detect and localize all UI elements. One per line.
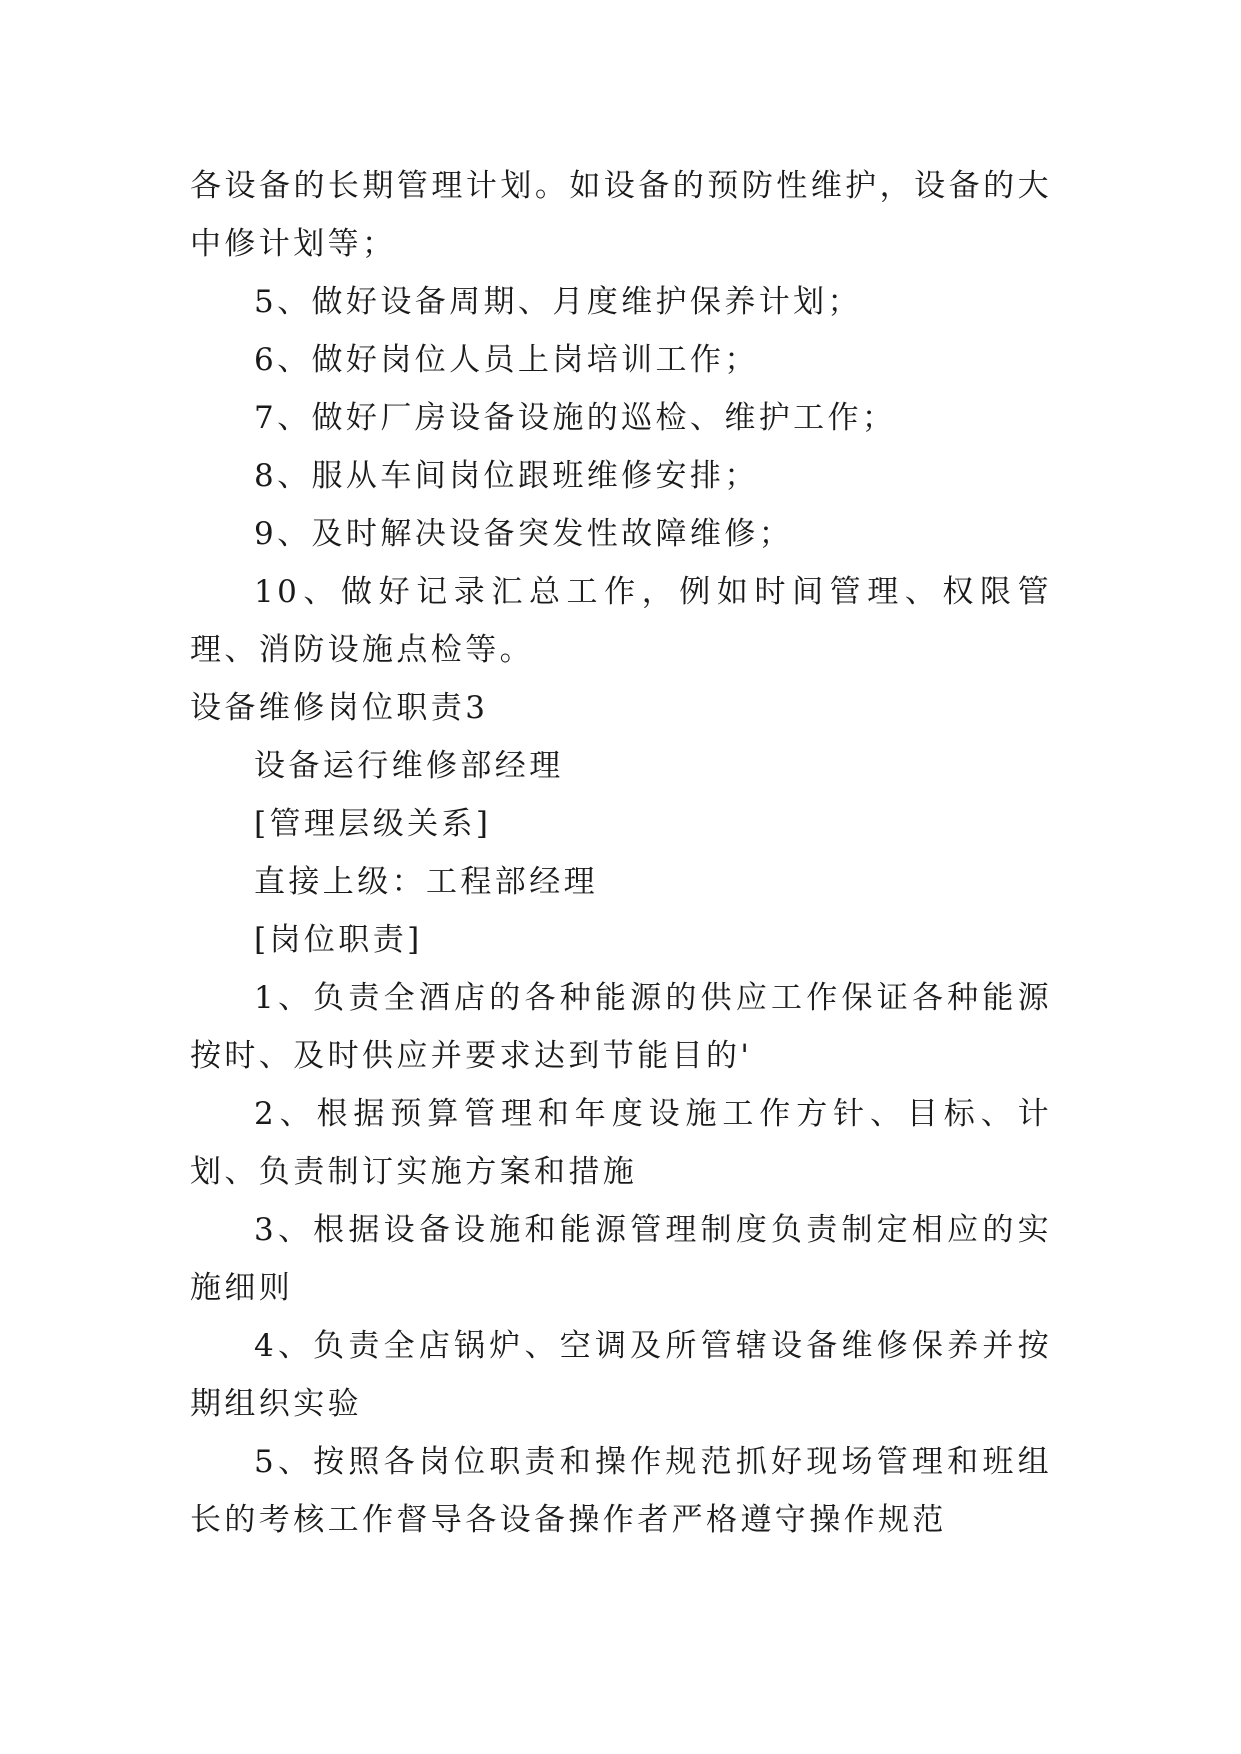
- paragraph-continuation: 各设备的长期管理计划。如设备的预防性维护，设备的大中修计划等；: [190, 168, 1052, 262]
- document-body: [190, 157, 1052, 1549]
- duty-item-5: 5、按照各岗位职责和操作规范抓好现场管理和班组长的考核工作督导各设备操作者严格遵守操作规范: [190, 1444, 1052, 1538]
- list-item-7: 7、做好厂房设备设施的巡检、维护工作；: [254, 400, 897, 436]
- duty-item-4: 4、负责全店锅炉、空调及所管辖设备维修保养并按期组织实验: [190, 1328, 1052, 1422]
- duty-item-1: 1、负责全酒店的各种能源的供应工作保证各种能源按时、及时供应并要求达到节能目的': [190, 980, 1052, 1074]
- position-title: 设备运行维修部经理: [254, 748, 564, 784]
- list-item-10: 10、做好记录汇总工作，例如时间管理、权限管理、消防设施点检等。: [190, 574, 1052, 668]
- list-item-8: 8、服从车间岗位跟班维修安排；: [254, 458, 759, 494]
- list-item-6: 6、做好岗位人员上岗培训工作；: [254, 342, 759, 378]
- section-heading: 设备维修岗位职责3: [190, 690, 489, 726]
- duty-item-3: 3、根据设备设施和能源管理制度负责制定相应的实施细则: [190, 1212, 1052, 1306]
- list-item-9: 9、及时解决设备突发性故障维修；: [254, 516, 794, 552]
- duty-item-2: 2、根据预算管理和年度设施工作方针、目标、计划、负责制订实施方案和措施: [190, 1096, 1052, 1190]
- direct-superior: 直接上级：工程部经理: [254, 864, 598, 900]
- list-item-5: 5、做好设备周期、月度维护保养计划；: [254, 284, 862, 320]
- subsection-label-duties: [岗位职责]: [254, 922, 423, 958]
- subsection-label-hierarchy: [管理层级关系]: [254, 806, 492, 842]
